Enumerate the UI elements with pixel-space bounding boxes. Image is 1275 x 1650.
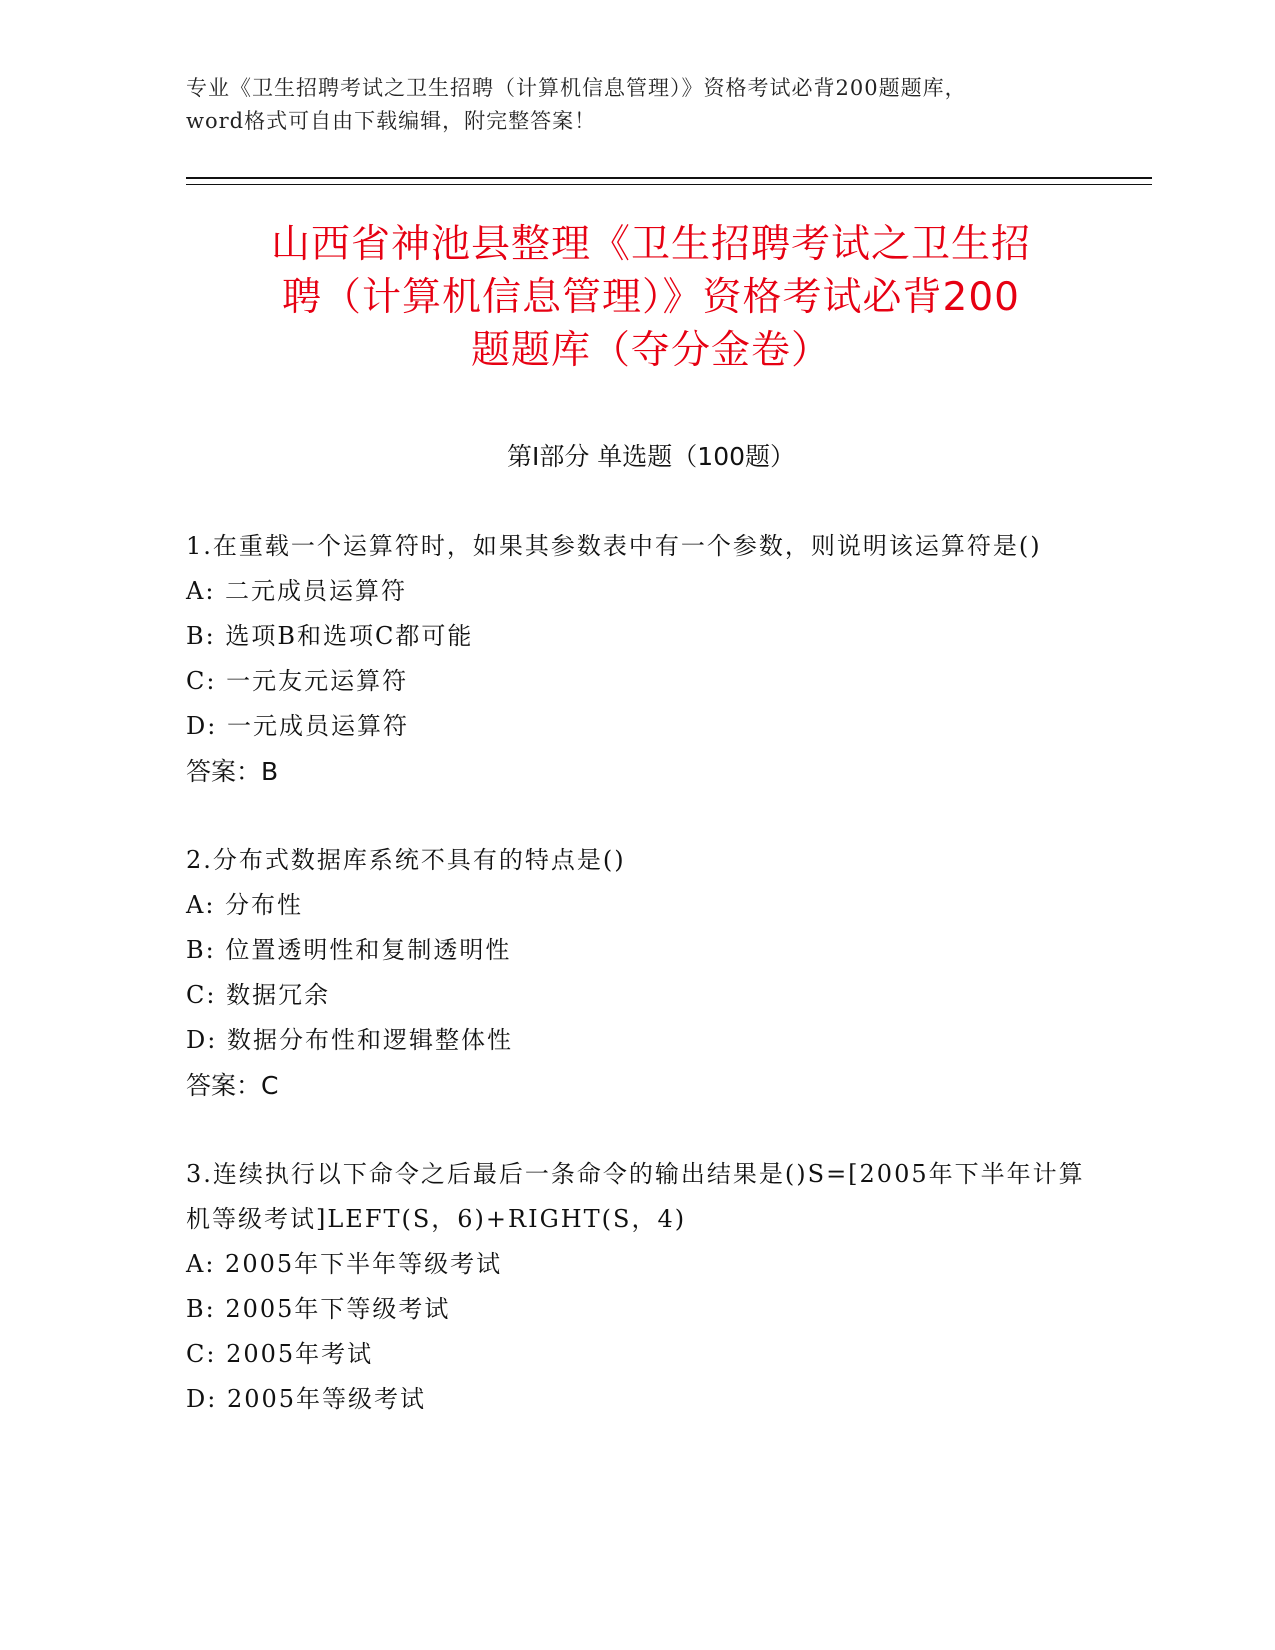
question-text: 1.在重载一个运算符时，如果其参数表中有一个参数，则说明该运算符是() (186, 532, 1042, 560)
title-line-1: 山西省神池县整理《卫生招聘考试之卫生招 (270, 222, 1031, 267)
header-line-1: 专业《卫生招聘考试之卫生招聘（计算机信息管理）》资格考试必背200题题库， (186, 76, 967, 100)
section-heading: 第Ⅰ部分 单选题（100题） (506, 442, 796, 471)
option-b: B: 选项B和选项C都可能 (186, 622, 474, 650)
option-d: D: 一元成员运算符 (186, 712, 409, 740)
option-b: B: 2005年下等级考试 (186, 1295, 451, 1323)
header-divider-thin (186, 184, 1152, 185)
option-c: C: 数据冗余 (186, 981, 331, 1009)
header-divider-thick (186, 177, 1152, 179)
question-item (186, 524, 1086, 794)
question-item (186, 838, 1086, 1108)
header-line-2: word格式可自由下载编辑，附完整答案！ (186, 109, 597, 133)
answer-text: 答案：B (186, 757, 279, 786)
title-line-2: 聘（计算机信息管理）》资格考试必背200 (282, 275, 1020, 320)
option-a: A: 二元成员运算符 (186, 577, 408, 605)
question-item (186, 1152, 1086, 1422)
question-list (186, 524, 1086, 1466)
document-title (186, 218, 1116, 377)
answer-text: 答案：C (186, 1071, 279, 1100)
title-line-3: 题题库（夺分金卷） (470, 328, 831, 373)
question-text: 3.连续执行以下命令之后最后一条命令的输出结果是()S=[2005年下半年计算机等级考试]LEFT(S，6)+RIGHT(S，4) (186, 1160, 1085, 1233)
option-b: B: 位置透明性和复制透明性 (186, 936, 512, 964)
question-text: 2.分布式数据库系统不具有的特点是() (186, 846, 626, 874)
option-c: C: 一元友元运算符 (186, 667, 409, 695)
option-a: A: 2005年下半年等级考试 (186, 1250, 503, 1278)
option-d: D: 2005年等级考试 (186, 1385, 427, 1413)
option-a: A: 分布性 (186, 891, 304, 919)
option-d: D: 数据分布性和逻辑整体性 (186, 1026, 513, 1054)
document-header (186, 72, 1086, 138)
option-c: C: 2005年考试 (186, 1340, 374, 1368)
